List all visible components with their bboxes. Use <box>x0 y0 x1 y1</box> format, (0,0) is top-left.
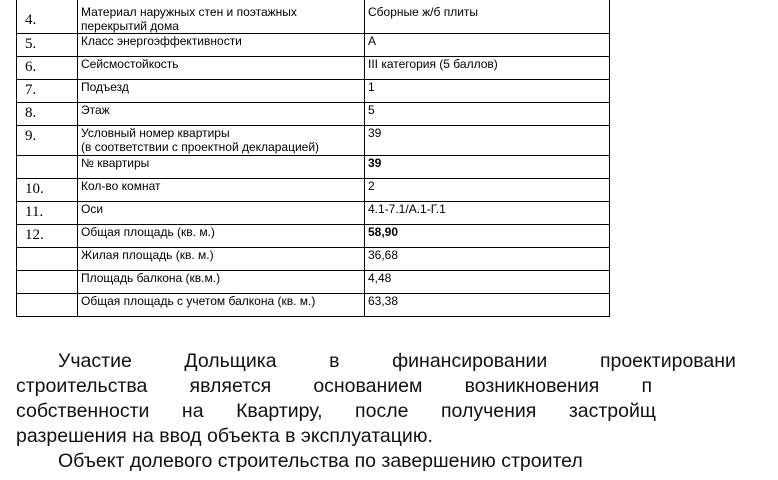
row-value: 4,48 <box>365 271 610 294</box>
row-value: III категория (5 баллов) <box>365 57 610 80</box>
row-value: 36,68 <box>365 248 610 271</box>
row-number: 10. <box>17 179 78 202</box>
table-row <box>17 225 610 248</box>
word: строительства <box>16 375 148 397</box>
row-value: 4.1-7.1/А.1-Г.1 <box>365 202 610 225</box>
word: получения <box>440 400 537 422</box>
row-label: Этаж <box>78 103 365 126</box>
row-number: 9. <box>17 126 78 156</box>
word: собственности <box>16 400 150 422</box>
row-label <box>78 0 365 34</box>
paragraph-line-2 <box>16 374 652 399</box>
table-row <box>17 103 610 126</box>
table-row <box>17 248 610 271</box>
word: в <box>329 350 340 372</box>
word: возникновения <box>464 375 600 397</box>
row-value: 39 <box>365 156 610 179</box>
table-row <box>17 294 610 317</box>
paragraph-line-3 <box>16 399 656 424</box>
row-number <box>17 271 78 294</box>
row-number <box>17 156 78 179</box>
table-row <box>17 0 610 34</box>
row-number: 11. <box>17 202 78 225</box>
row-value: 63,38 <box>365 294 610 317</box>
row-label <box>78 126 365 156</box>
row-number <box>17 294 78 317</box>
table-row <box>17 156 610 179</box>
word: п <box>641 375 652 397</box>
row-label: Класс энергоэффективности <box>78 34 365 57</box>
table-row <box>17 57 610 80</box>
row-label: Подъезд <box>78 80 365 103</box>
word: является <box>189 375 272 397</box>
row-label: Сейсмостойкость <box>78 57 365 80</box>
word: Дольщика <box>184 350 277 372</box>
row-label-text: Материал наружных стен и поэтажных перекрытий дома <box>81 5 297 33</box>
word: основанием <box>313 375 423 397</box>
word: застройщ <box>568 400 656 422</box>
word: проектировани <box>599 350 736 372</box>
word: финансировании <box>392 350 548 372</box>
row-value: А <box>365 34 610 57</box>
row-label-text: Условный номер квартиры (в соответствии с проектной декларацией) <box>81 126 320 154</box>
row-number: 6. <box>17 57 78 80</box>
row-value: 58,90 <box>365 225 610 248</box>
row-number <box>17 248 78 271</box>
word: Участие <box>58 350 132 372</box>
line-text: разрешения на ввод объекта в эксплуатацию. <box>16 425 433 447</box>
row-number: 8. <box>17 103 78 126</box>
paragraph-line-4 <box>16 424 736 449</box>
apartment-spec-table <box>16 0 610 317</box>
row-label: № квартиры <box>78 156 365 179</box>
row-value: 1 <box>365 80 610 103</box>
row-label: Кол-во комнат <box>78 179 365 202</box>
row-value: 39 <box>365 126 610 156</box>
row-value: 2 <box>365 179 610 202</box>
table-row <box>17 179 610 202</box>
paragraph-line-1 <box>16 349 736 374</box>
row-label: Общая площадь (кв. м.) <box>78 225 365 248</box>
row-label: Площадь балкона (кв.м.) <box>78 271 365 294</box>
row-label: Общая площадь с учетом балкона (кв. м.) <box>78 294 365 317</box>
table-row <box>17 202 610 225</box>
table-row <box>17 126 610 156</box>
row-value: Сборные ж/б плиты <box>365 0 610 34</box>
row-value: 5 <box>365 103 610 126</box>
row-label: Оси <box>78 202 365 225</box>
table-row <box>17 34 610 57</box>
contract-paragraph <box>16 349 736 474</box>
word: Квартиру, <box>236 400 323 422</box>
row-number: 7. <box>17 80 78 103</box>
row-label: Жилая площадь (кв. м.) <box>78 248 365 271</box>
table-row <box>17 271 610 294</box>
row-number: 12. <box>17 225 78 248</box>
row-number: 5. <box>17 34 78 57</box>
line-text: Объект долевого строительства по завершению строител <box>58 450 583 472</box>
table-row <box>17 80 610 103</box>
paragraph-line-5 <box>16 449 778 474</box>
word: на <box>181 400 204 422</box>
row-number: 4. <box>17 0 78 34</box>
word: после <box>355 400 409 422</box>
